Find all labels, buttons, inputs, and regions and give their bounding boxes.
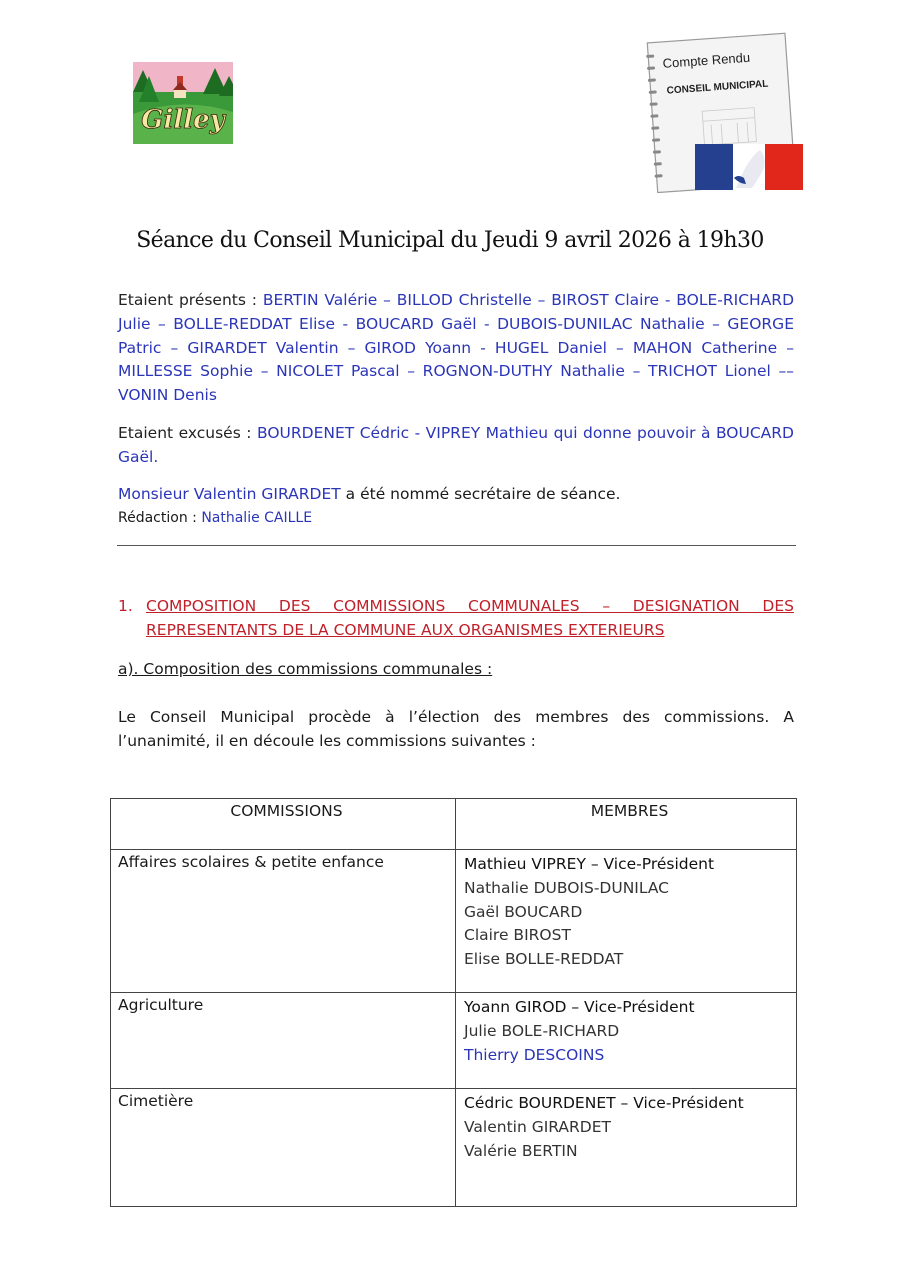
member: Valentin GIRARDET: [464, 1117, 611, 1136]
notepad-line-2: CONSEIL MUNICIPAL: [666, 78, 769, 97]
page-title: Séance du Conseil Municipal du Jeudi 9 avril 2026 à 19h30: [136, 228, 764, 253]
compte-rendu-notepad: [640, 28, 805, 193]
excuses-label: Etaient excusés :: [118, 424, 252, 442]
section-title: COMPOSITION DES COMMISSIONS COMMUNALES – DESIGNATION DES REPRESENTANTS DE LA COMMUNE AUX ORGANISMES EXTERIEURS: [146, 597, 794, 639]
gilley-logo: [133, 62, 233, 144]
redaction-line: [118, 508, 312, 528]
redaction-label: Rédaction :: [118, 510, 197, 526]
members-cell: [456, 993, 797, 1089]
commissions-table: [110, 798, 797, 1207]
table-row: [111, 993, 797, 1089]
notepad-line-1: Compte Rendu: [662, 49, 751, 71]
table-row: [111, 850, 797, 993]
vice-president: Cédric BOURDENET – Vice-Président: [464, 1094, 744, 1112]
vice-president: Mathieu VIPREY – Vice-Président: [464, 855, 715, 873]
commission-name: Cimetière: [111, 1089, 456, 1207]
separator-line: [117, 545, 796, 546]
redaction-name: Nathalie CAILLE: [201, 510, 313, 526]
secretaire-paragraph: [118, 483, 794, 507]
header-commissions: COMMISSIONS: [111, 799, 456, 850]
commission-name: Agriculture: [111, 993, 456, 1089]
header-membres: MEMBRES: [456, 799, 797, 850]
member: Gaël BOUCARD: [464, 902, 583, 921]
excuses-paragraph: [118, 422, 794, 470]
secretaire-name: Monsieur Valentin GIRARDET: [118, 485, 341, 503]
excuses-names: BOURDENET Cédric - VIPREY Mathieu qui donne pouvoir à BOUCARD Gaël.: [118, 424, 794, 466]
external-member: Thierry DESCOINS: [464, 1045, 605, 1064]
member: Julie BOLE-RICHARD: [464, 1021, 620, 1040]
table-row: [111, 1089, 797, 1207]
member: Elise BOLLE-REDDAT: [464, 950, 624, 969]
subheading: a). Composition des commissions communales :: [118, 660, 493, 678]
member: Claire BIROST: [464, 926, 571, 945]
members-cell: [456, 850, 797, 993]
secretaire-text: a été nommé secrétaire de séance.: [345, 485, 621, 503]
presents-names: BERTIN Valérie – BILLOD Christelle – BIROST Claire - BOLE-RICHARD Julie – BOLLE-REDDAT Elise - BOUCARD Gaël - DUBOIS-DUNILAC Nathalie – GEORGE Patric – GIRARDET Valentin – GIROD Yoann - HUGEL Daniel – MAHON Catherine – MILLESSE Sophie – NICOLET Pascal – ROGNON-DUTHY Nathalie – TRICHOT Lionel –– VONIN Denis: [118, 291, 794, 405]
member: Valérie BERTIN: [464, 1141, 578, 1160]
member: Nathalie DUBOIS-DUNILAC: [464, 878, 670, 897]
members-cell: [456, 1089, 797, 1207]
intro-paragraph: Le Conseil Municipal procède à l’élection des membres des commissions. A l’unanimité, il en découle les commissions suivantes :: [118, 708, 794, 750]
presents-paragraph: [118, 289, 794, 408]
section-number: 1.: [118, 597, 133, 615]
logo-text: Gilley: [141, 105, 225, 135]
commission-name: Affaires scolaires & petite enfance: [111, 850, 456, 993]
table-header-row: [111, 799, 797, 850]
presents-label: Etaient présents :: [118, 291, 257, 309]
vice-president: Yoann GIROD – Vice-Président: [464, 998, 695, 1016]
